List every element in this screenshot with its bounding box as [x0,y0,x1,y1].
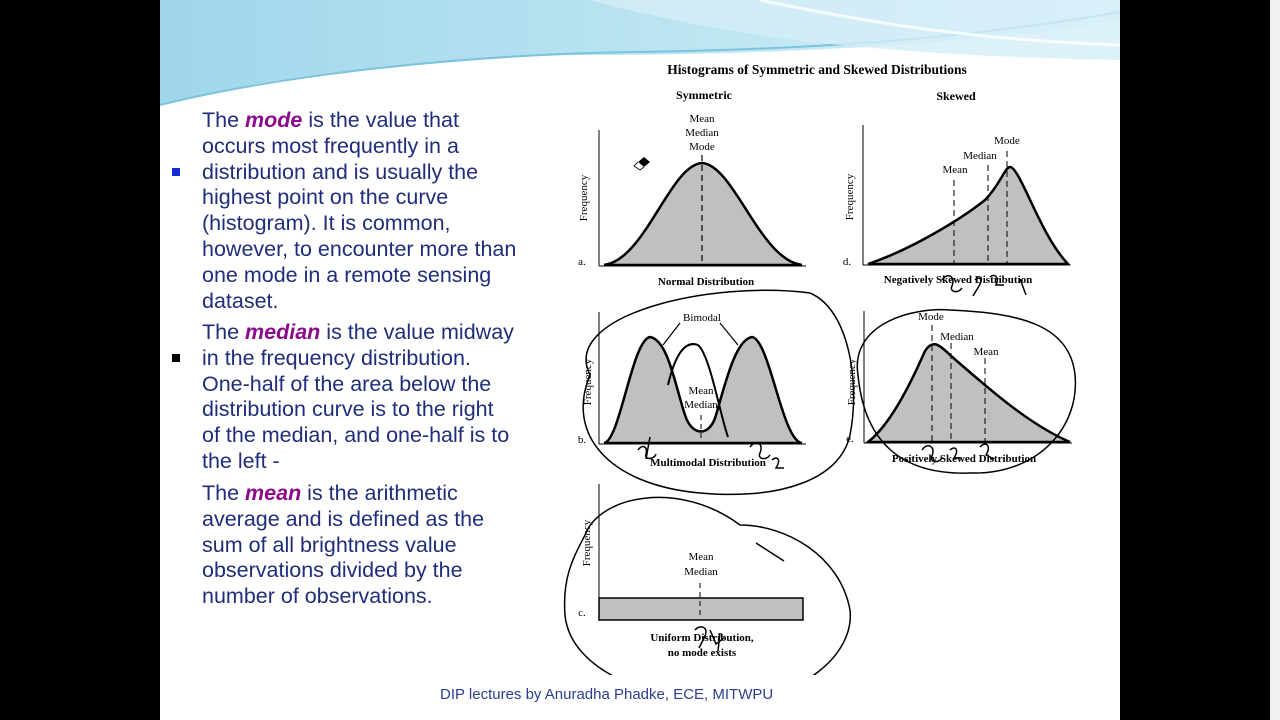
panel-c-caption-2: no mode exists [667,647,737,659]
median-line-1: is the value midway [320,320,514,344]
keyword-mean: mean [245,481,302,505]
panel-e-mode: Mode [918,311,944,323]
panel-a-mode: Mode [689,141,715,153]
panel-e-caption: Positively Skewed Distribution [891,453,1037,465]
panel-d-negative [843,125,1070,296]
paragraph-median [202,320,562,475]
mode-line-3: distribution and is usually the [202,159,479,184]
bullet-marker-1 [172,168,180,176]
mode-intro: The [202,108,246,132]
keyword-mode: mode [245,108,303,132]
panel-a-letter: a. [578,256,586,268]
median-line-3: One-half of the area below the [202,371,492,396]
median-line-6: the left - [202,448,280,473]
panel-c-median: Median [684,566,718,578]
panel-a-ylabel: Frequency [578,174,590,222]
column-skewed: Skewed [936,89,976,103]
panel-e-positive [846,310,1075,473]
panel-b-bimodal [578,290,854,494]
panel-b-letter: b. [577,434,587,446]
mean-line-2: average and is defined as the [202,506,485,531]
right-black-bar [1120,0,1280,720]
panel-d-letter: d. [842,256,852,268]
panel-a-mean: Mean [689,113,715,125]
panel-a-median: Median [685,127,719,139]
panel-d-mode: Mode [994,135,1020,147]
mode-line-4: highest point on the curve [202,185,449,210]
mean-line-5: number of observations. [202,584,433,609]
panel-e-mean: Mean [973,346,999,358]
panel-c-uniform [565,484,851,675]
paragraph-mode [202,108,562,314]
histogram-figure [550,55,1110,675]
panel-d-caption: Negatively Skewed Distribution [883,274,1033,286]
mode-line-1: is the value that [302,108,459,132]
median-line-2: in the frequency distribution. [202,345,471,370]
mean-line-4: observations divided by the [202,558,463,583]
mean-line-3: sum of all brightness value [202,532,457,557]
paragraph-mean [202,481,562,610]
slide [160,0,1120,720]
figure-title: Histograms of Symmetric and Skewed Distributions [667,62,967,77]
panel-d-ylabel: Frequency [844,173,856,221]
panel-e-median: Median [940,331,974,343]
mode-line-2: occurs most frequently in a [202,133,459,158]
panel-c-ylabel: Frequency [581,519,593,567]
panel-b-bimodal-label: Bimodal [683,312,721,324]
footer-credit: DIP lectures by Anuradha Phadke, ECE, MITWPU [440,686,774,703]
median-intro: The [202,320,246,344]
panel-d-mean: Mean [942,164,968,176]
mode-line-7: one mode in a remote sensing [202,262,492,287]
median-line-4: distribution curve is to the right [202,397,494,422]
panel-b-caption: Multimodal Distribution [650,457,766,469]
panel-d-median: Median [963,150,997,162]
panel-c-caption-1: Uniform Distribution, [650,632,754,644]
bullet-marker-2 [172,354,180,362]
panel-b-ylabel: Frequency [582,358,594,406]
panel-a-caption: Normal Distribution [657,276,755,288]
panel-e-ylabel: Frequency [846,358,858,406]
mode-line-8: dataset. [202,288,279,313]
panel-b-mean: Mean [688,385,714,397]
mode-line-6: however, to encounter more than [202,236,517,261]
panel-c-mean: Mean [688,551,714,563]
median-line-5: of the median, and one-half is to [202,423,510,448]
mean-intro: The [202,481,246,505]
scrollbar[interactable] [1270,0,1280,720]
panel-e-letter: e. [846,433,854,445]
mode-line-5: (histogram). It is common, [202,211,451,236]
panel-a-normal [578,113,806,288]
panel-b-median: Median [684,399,718,411]
panel-c-letter: c. [578,607,586,619]
mean-line-1: is the arithmetic [301,481,458,505]
keyword-median: median [245,320,321,344]
column-symmetric: Symmetric [676,88,732,102]
